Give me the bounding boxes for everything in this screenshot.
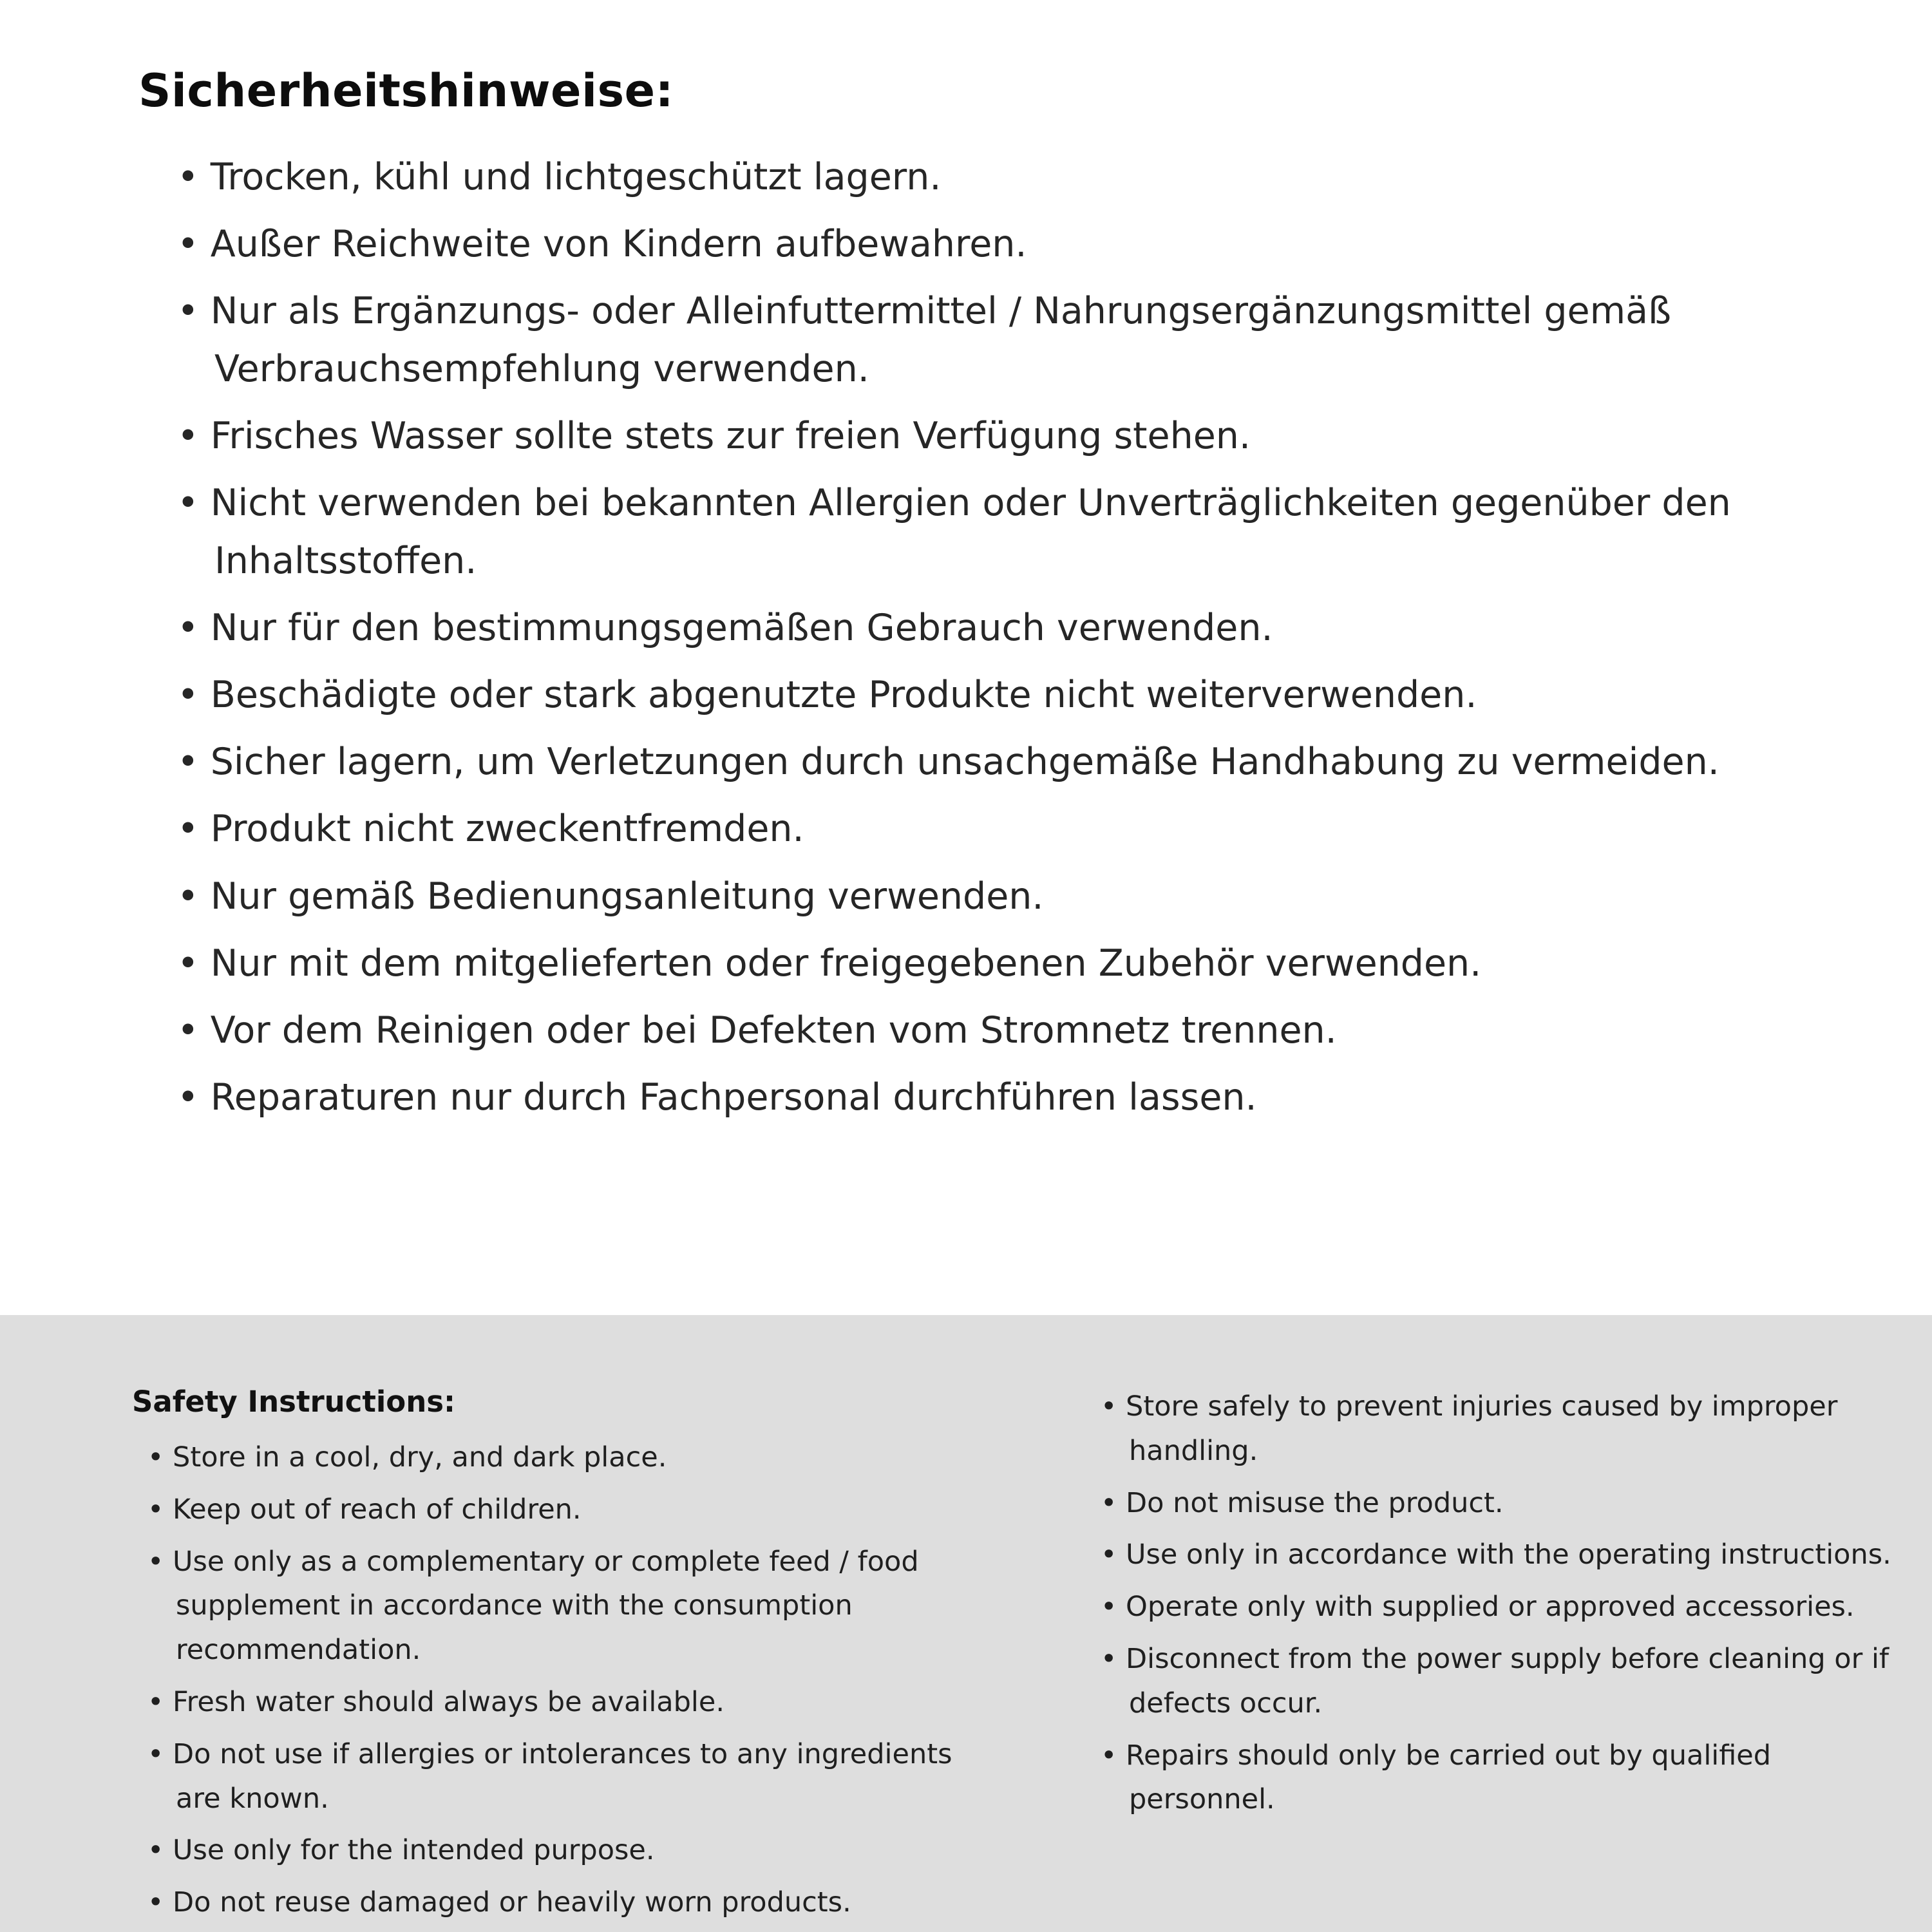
list-item: • Nicht verwenden bei bekannten Allergien oder Unverträglichkeiten gegenüber den Inhaltsstoffen. [177,474,1829,590]
list-item: • Do not reuse damaged or heavily worn products. [147,1880,989,1925]
list-item: • Use only for the intended purpose. [147,1828,989,1873]
list-item: • Produkt nicht zweckentfremden. [177,800,1829,858]
english-safety-section [0,1315,1932,1932]
english-safety-list-right [1085,1385,1909,1822]
list-item: • Disconnect from the power supply before cleaning or if defects occur. [1101,1637,1909,1726]
list-item: • Beschädigte oder stark abgenutzte Produkte nicht weiterverwenden. [177,666,1829,724]
list-item: • Repairs should only be carried out by qualified personnel. [1101,1734,1909,1823]
list-item: • Use only as a complementary or complete feed / food supplement in accordance with the consumption recommendation. [147,1540,989,1672]
list-item: • Frisches Wasser sollte stets zur freien Verfügung stehen. [177,407,1829,465]
list-item: • Keep out of reach of children. [147,1488,989,1532]
list-item: • Do not misuse the product. [1101,1481,1909,1526]
list-item: • Store safely to prevent injuries caused by improper handling. [1101,1385,1909,1473]
german-safety-list [138,148,1829,1126]
list-item: • Vor dem Reinigen oder bei Defekten vom Stromnetz trennen. [177,1001,1829,1059]
english-safety-list-left [132,1435,989,1925]
english-right-column [1085,1385,1909,1932]
list-item: • Nur für den bestimmungsgemäßen Gebrauch verwenden. [177,599,1829,657]
list-item: • Fresh water should always be available. [147,1680,989,1725]
list-item: • Use only in accordance with the operating instructions. [1101,1533,1909,1577]
list-item: • Nur mit dem mitgelieferten oder freigegebenen Zubehör verwenden. [177,934,1829,992]
list-item: • Sicher lagern, um Verletzungen durch unsachgemäße Handhabung zu vermeiden. [177,733,1829,791]
list-item: • Nur als Ergänzungs- oder Alleinfuttermittel / Nahrungsergänzungsmittel gemäß Verbrauchsempfehlung verwenden. [177,282,1829,398]
list-item: • Operate only with supplied or approved accessories. [1101,1585,1909,1629]
list-item: • Außer Reichweite von Kindern aufbewahren. [177,215,1829,273]
list-item: • Store in a cool, dry, and dark place. [147,1435,989,1480]
german-section-title: Sicherheitshinweise: [138,64,674,117]
list-item: • Nur gemäß Bedienungsanleitung verwenden. [177,867,1829,925]
list-item: • Do not use if allergies or intolerances to any ingredients are known. [147,1732,989,1821]
list-item: • Reparaturen nur durch Fachpersonal durchführen lassen. [177,1068,1829,1126]
english-left-column [132,1385,989,1932]
english-section-title: Safety Instructions: [132,1385,456,1419]
list-item: • Trocken, kühl und lichtgeschützt lagern. [177,148,1829,206]
